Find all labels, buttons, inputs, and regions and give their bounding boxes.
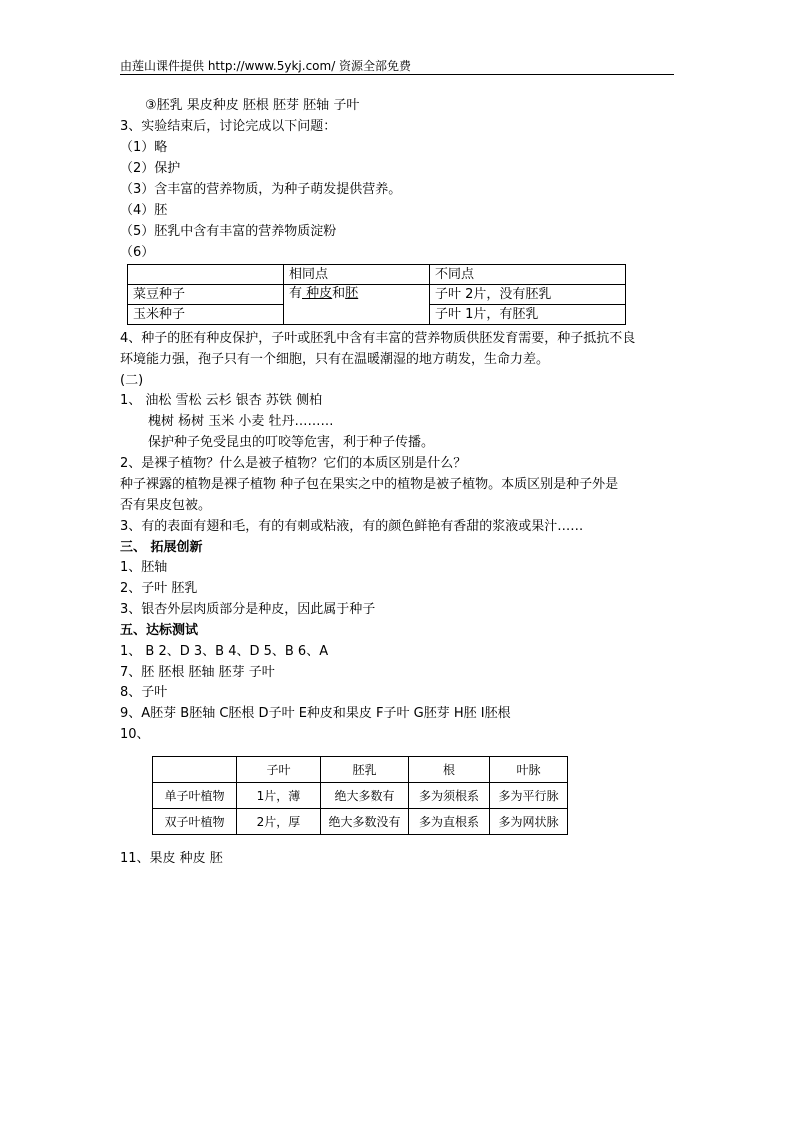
table-row xyxy=(128,285,626,305)
table-cell xyxy=(284,285,430,325)
text-line: 2、是裸子植物？什么是被子植物？它们的本质区别是什么？ xyxy=(120,456,467,471)
table-header: 相同点 xyxy=(284,265,430,285)
table-row xyxy=(153,757,568,783)
text-line: 4、种子的胚有种皮保护，子叶或胚乳中含有丰富的营养物质供胚发育需要，种子抵抗不良 xyxy=(120,331,636,346)
table-header: 胚乳 xyxy=(321,757,409,783)
text-line: 7、胚 胚根 胚轴 胚芽 子叶 xyxy=(120,665,275,680)
text-line: （6） xyxy=(120,245,155,260)
table-cell: 菜豆种子 xyxy=(128,285,284,305)
underlined-text: 种皮 xyxy=(302,286,333,301)
seed-comparison-table xyxy=(127,264,626,325)
text-line: 环境能力强，孢子只有一个细胞，只有在温暖潮湿的地方萌发，生命力差。 xyxy=(120,352,550,367)
text-line: 否有果皮包被。 xyxy=(120,498,212,513)
text-line: 3、实验结束后，讨论完成以下问题： xyxy=(120,119,337,134)
text-line: 2、子叶 胚乳 xyxy=(120,581,198,596)
table-cell xyxy=(153,757,237,783)
table-header: 根 xyxy=(409,757,490,783)
plant-comparison-table xyxy=(152,756,568,835)
text-line: 1、胚轴 xyxy=(120,560,168,575)
text-line: （1）略 xyxy=(120,140,168,155)
table-cell: 双子叶植物 xyxy=(153,809,237,835)
table-cell: 2片，厚 xyxy=(237,809,321,835)
table-header: 不同点 xyxy=(430,265,626,285)
table-cell: 绝大多数没有 xyxy=(321,809,409,835)
page-header: 由莲山课件提供 http://www.5ykj.com/ 资源全部免费 xyxy=(120,59,412,73)
table-cell: 单子叶植物 xyxy=(153,783,237,809)
table-cell xyxy=(128,265,284,285)
text-line: 保护种子免受昆虫的叮咬等危害，利于种子传播。 xyxy=(148,435,435,450)
text-line: 8、子叶 xyxy=(120,685,168,700)
header-rule xyxy=(120,74,674,75)
text-line: 1、 油松 雪松 云杉 银杏 苏铁 侧柏 xyxy=(120,393,323,408)
table-text: 和 xyxy=(332,286,346,301)
text-line: （5）胚乳中含有丰富的营养物质淀粉 xyxy=(120,224,337,239)
text-line: 3、银杏外层肉质部分是种皮，因此属于种子 xyxy=(120,602,376,617)
text-line: 10、 xyxy=(120,727,150,742)
table-cell: 多为须根系 xyxy=(409,783,490,809)
section-heading: 五、达标测试 xyxy=(120,623,199,638)
text-line: 种子裸露的植物是裸子植物 种子包在果实之中的植物是被子植物。本质区别是种子外是 xyxy=(120,477,619,492)
table-cell: 1片，薄 xyxy=(237,783,321,809)
section-heading: 三、 拓展创新 xyxy=(120,540,203,555)
table-cell: 绝大多数有 xyxy=(321,783,409,809)
table-row xyxy=(153,783,568,809)
text-line: 11、果皮 种皮 胚 xyxy=(120,851,223,866)
text-line: ③胚乳 果皮种皮 胚根 胚芽 胚轴 子叶 xyxy=(145,98,360,113)
text-line: 1、 B 2、D 3、B 4、D 5、B 6、A xyxy=(120,644,329,659)
table-cell: 多为网状脉 xyxy=(490,809,568,835)
text-line: 槐树 杨树 玉米 小麦 牡丹……… xyxy=(148,414,334,429)
text-line: （2）保护 xyxy=(120,161,181,176)
text-line: （3）含丰富的营养物质，为种子萌发提供营养。 xyxy=(120,182,402,197)
table-row xyxy=(128,265,626,285)
table-cell: 玉米种子 xyxy=(128,305,284,325)
table-text: 有 xyxy=(289,286,303,301)
text-line: （4）胚 xyxy=(120,203,168,218)
table-cell: 子叶 2片，没有胚乳 xyxy=(430,285,626,305)
text-line: 3、有的表面有翅和毛，有的有刺或粘液，有的颜色鲜艳有香甜的浆液或果汁…… xyxy=(120,519,584,534)
underlined-text: 胚 xyxy=(345,286,359,301)
table-header: 叶脉 xyxy=(490,757,568,783)
table-header: 子叶 xyxy=(237,757,321,783)
text-line: (二) xyxy=(120,373,144,388)
text-line: 9、A胚芽 B胚轴 C胚根 D子叶 E种皮和果皮 F子叶 G胚芽 H胚 I胚根 xyxy=(120,706,511,721)
table-cell: 多为直根系 xyxy=(409,809,490,835)
table-row xyxy=(153,809,568,835)
table-cell: 多为平行脉 xyxy=(490,783,568,809)
table-cell: 子叶 1片，有胚乳 xyxy=(430,305,626,325)
